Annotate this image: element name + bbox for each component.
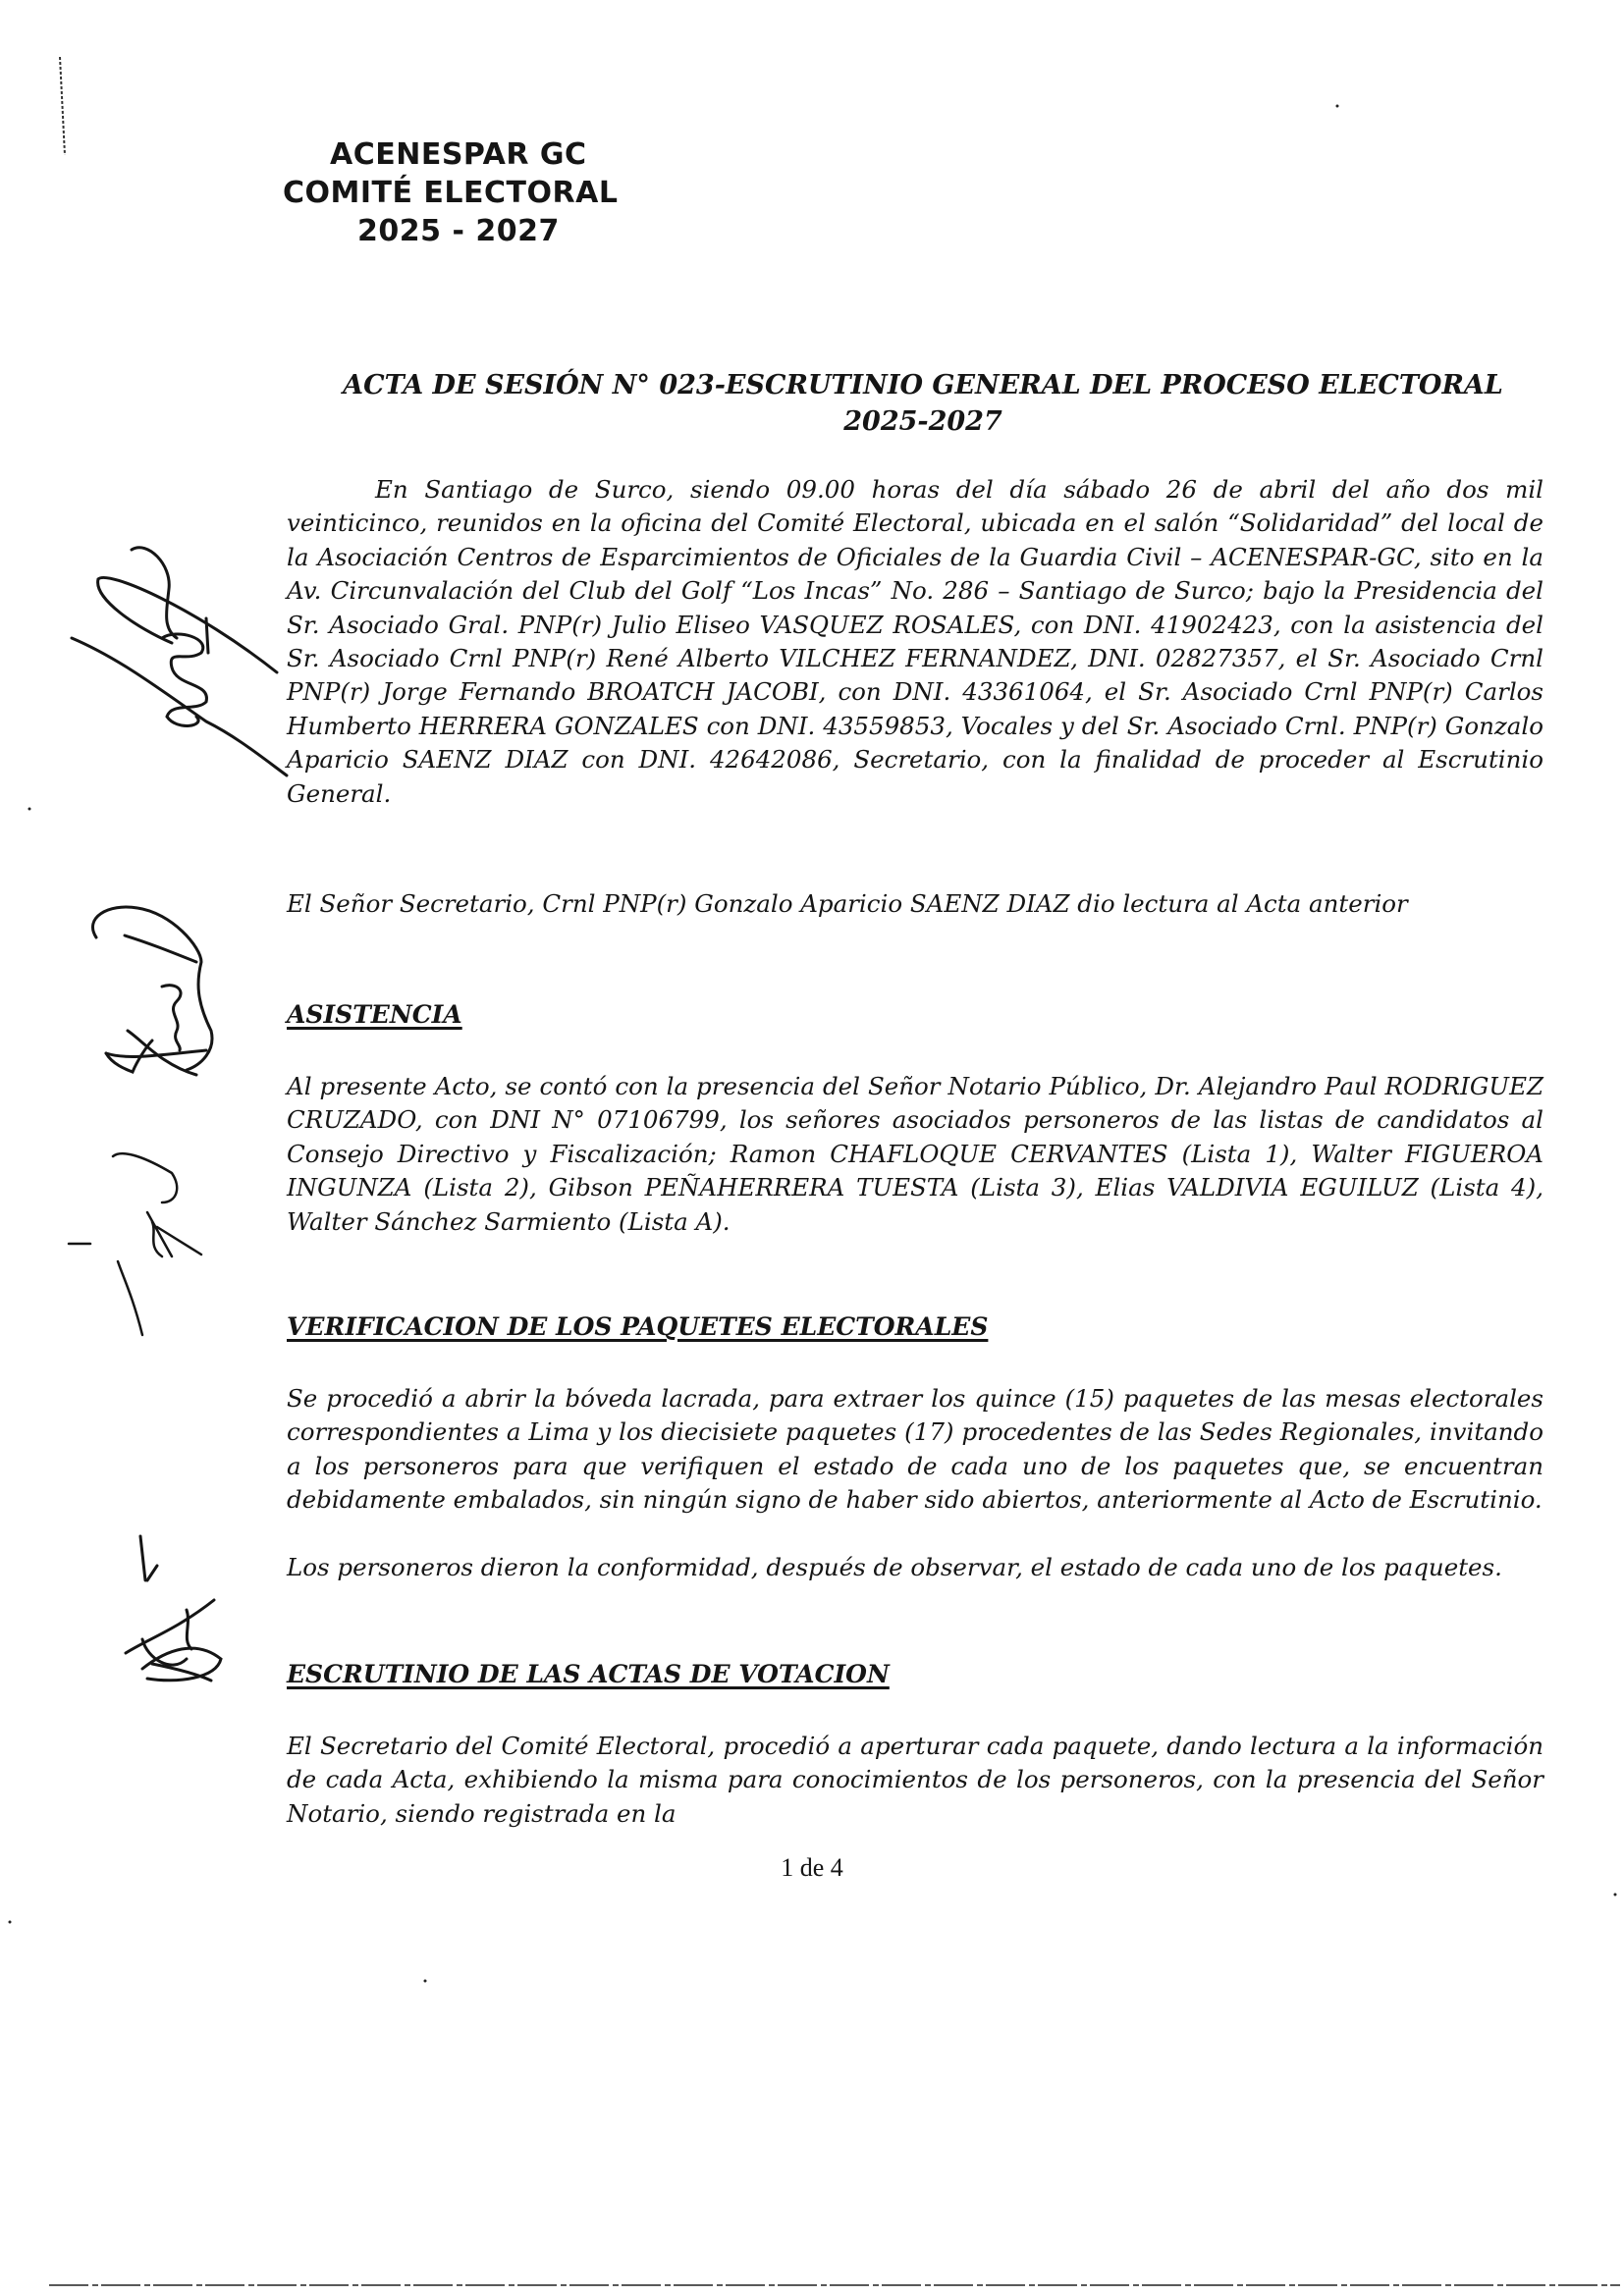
signature-4 <box>126 1536 221 1681</box>
organization-header <box>283 135 618 250</box>
escrutinio-paragraph: El Secretario del Comité Electoral, procedió a aperturar cada paquete, dando lectura a la información de cada Acta, exhibiendo la misma para conocimientos de los personeros, con la presencia del Señor Notario, siendo registrada en la <box>287 1732 1543 1828</box>
acta-title-line-1: ACTA DE SESIÓN N° 023-ESCRUTINIO GENERAL DEL PROCESO ELECTORAL <box>343 370 1503 400</box>
signature-3 <box>69 1153 201 1335</box>
verificacion-paragraph-1: Se procedió a abrir la bóveda lacrada, para extraer los quince (15) paquetes de las mesas electorales correspondientes a Lima y los diecisiete paquetes (17) procedentes de las Sedes Regionales, invitando a los personeros para que verifiquen el estado de cada uno de los paquetes que, se encuentran debidamente embalados, sin ningún signo de haber sido abiertos, anteriormente al Acto de Escrutinio. <box>287 1384 1543 1515</box>
asistencia-paragraph: Al presente Acto, se contó con la presencia del Señor Notario Público, Dr. Alejandro Paul RODRIGUEZ CRUZADO, con DNI N° 07106799, los señores asociados personeros de las listas de candidatos al Consejo Directivo y Fiscalización; Ramon CHAFLOQUE CERVANTES (Lista 1), Walter FIGUEROA INGUNZA (Lista 2), Gibson PEÑAHERRERA TUESTA (Lista 3), Elias VALDIVIA EGUILUZ (Lista 4), Walter Sánchez Sarmiento (Lista A). <box>287 1072 1543 1236</box>
organization-name: ACENESPAR GC <box>330 137 587 172</box>
committee-name: COMITÉ ELECTORAL <box>283 176 619 210</box>
scan-mark-top-left <box>60 57 65 155</box>
section-heading-verificacion: VERIFICACION DE LOS PAQUETES ELECTORALES <box>287 1312 989 1341</box>
section-heading-escrutinio: ESCRUTINIO DE LAS ACTAS DE VOTACION <box>287 1660 890 1688</box>
acta-title-line-2: 2025-2027 <box>843 406 1002 437</box>
verificacion-paragraph-2: Los personeros dieron la conformidad, después de observar, el estado de cada uno de los paquetes. <box>287 1553 1502 1581</box>
acta-title <box>314 367 1532 440</box>
page-number: 1 de 4 <box>781 1853 843 1882</box>
opening-paragraph: En Santiago de Surco, siendo 09.00 horas del día sábado 26 de abril del año dos mil veinticinco, reunidos en la oficina del Comité Electoral, ubicada en el salón “Solidaridad” del local de la Asociación Centros de Esparcimientos de Oficiales de la Guardia Civil – ACENESPAR-GC, sito en la Av. Circunvalación del Club del Golf “Los Incas” No. 286 – Santiago de Surco; bajo la Presidencia del Sr. Asociado Gral. PNP(r) Julio Eliseo VASQUEZ ROSALES, con DNI. 41902423, con la asistencia del Sr. Asociado Crnl PNP(r) René Alberto VILCHEZ FERNANDEZ, DNI. 02827357, el Sr. Asociado Crnl PNP(r) Jorge Fernando BROATCH JACOBI, con DNI. 43361064, el Sr. Asociado Crnl PNP(r) Carlos Humberto HERRERA GONZALES con DNI. 43559853, Vocales y del Sr. Asociado Crnl. PNP(r) Gonzalo Aparicio SAENZ DIAZ con DNI. 42642086, Secretario, con la finalidad de proceder al Escrutinio General. <box>287 475 1543 808</box>
signature-2 <box>92 907 212 1075</box>
signature-1 <box>72 548 287 775</box>
section-heading-asistencia: ASISTENCIA <box>287 1000 462 1029</box>
secretary-reading-paragraph: El Señor Secretario, Crnl PNP(r) Gonzalo Aparicio SAENZ DIAZ dio lectura al Acta anterior <box>287 889 1408 918</box>
committee-period: 2025 - 2027 <box>357 214 560 248</box>
